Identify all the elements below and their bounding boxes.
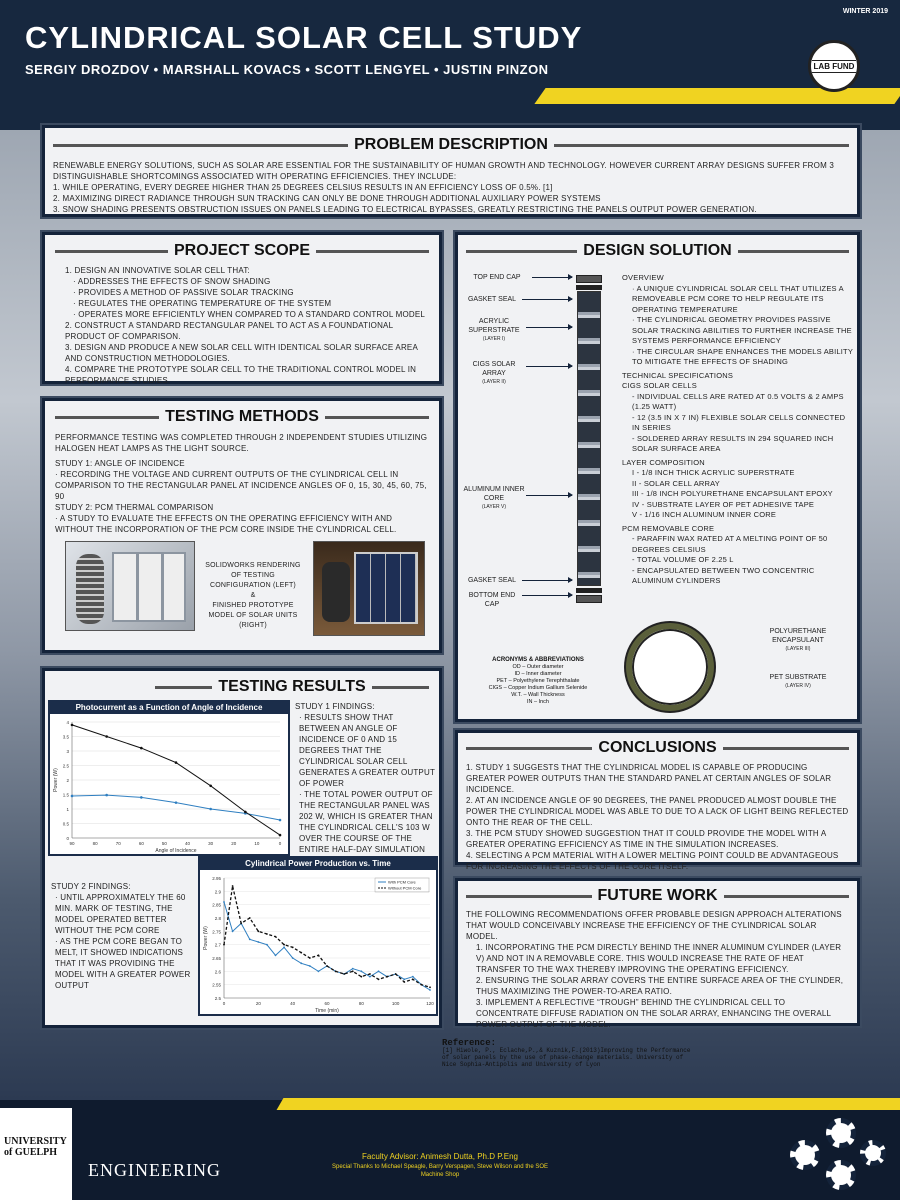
y-tick-label: 2.55 bbox=[212, 982, 221, 988]
methods-intro: PERFORMANCE TESTING WAS COMPLETED THROUGH 2 INDEPENDENT STUDIES UTILIZING HALOGEN HEAT LAMPS AS THE LIGHT SOURCE. bbox=[55, 433, 428, 453]
photo-caption-and: & bbox=[250, 592, 256, 599]
faculty-advisor: Faculty Advisor: Animesh Dutta, Ph.D P.Eng bbox=[362, 1152, 518, 1161]
data-point bbox=[412, 976, 414, 978]
gear-icon bbox=[826, 1118, 856, 1148]
conclusions-panel bbox=[455, 730, 860, 871]
x-tick-label: 10 bbox=[254, 841, 260, 846]
label-pet-group bbox=[748, 673, 848, 691]
y-tick-label: 0 bbox=[66, 836, 69, 841]
x-tick-label: 0 bbox=[222, 1001, 226, 1006]
data-point bbox=[266, 944, 268, 946]
data-point bbox=[140, 796, 143, 799]
arrow-cigs bbox=[526, 366, 572, 367]
x-tick-label: 100 bbox=[391, 1001, 400, 1006]
x-tick-label: 70 bbox=[115, 841, 121, 846]
scope-line: 3. DESIGN AND PRODUCE A NEW SOLAR CELL WITH IDENTICAL SOLAR SURFACE AREA AND CONSTRUCTION METHODOLOGIES. bbox=[65, 343, 418, 363]
y-tick-label: 2.5 bbox=[214, 996, 221, 1001]
results-study2-b: · AS THE PCM CORE BEGAN TO MELT, IT SHOWED INDICATIONS THAT IT WAS PROVIDING THE MODEL WITH A GREATER POWER OUTPUT bbox=[55, 937, 191, 990]
data-point bbox=[71, 724, 74, 727]
data-point bbox=[209, 808, 212, 811]
label-cigs-group bbox=[462, 360, 526, 387]
data-point bbox=[249, 917, 251, 919]
arrow-bottom-end-cap bbox=[522, 595, 572, 596]
angle-chart-svg bbox=[50, 714, 288, 854]
data-point bbox=[369, 976, 371, 978]
data-point bbox=[292, 957, 294, 959]
data-point bbox=[140, 747, 143, 750]
results-study1-heading: STUDY 1 FINDINGS: bbox=[295, 702, 375, 711]
y-axis-label: Power (W) bbox=[203, 926, 209, 950]
y-tick-label: 4 bbox=[66, 720, 69, 725]
pcm-item-2: - TOTAL VOLUME OF 2.25 L bbox=[632, 555, 734, 564]
poster-title: CYLINDRICAL SOLAR CELL STUDY bbox=[25, 20, 583, 55]
data-point bbox=[240, 922, 242, 924]
conclusion-2: 2. AT AN INCIDENCE ANGLE OF 90 DEGREES, THE PANEL PRODUCED ALMOST DOUBLE THE POWER THE CYLINDRICAL MODEL WAS ABLE TO DUE TO A LACK OF LIGHT BEING REFLECTED ONTO THE REAR OF THE CELL. bbox=[466, 796, 849, 827]
overview-heading: OVERVIEW bbox=[622, 273, 664, 282]
future-item-3: 3. IMPLEMENT A REFLECTIVE “TROUGH” BEHIND THE CYLINDRICAL CELL TO CONCENTRATE DIFFUSE RADIATION ON THE SOLAR ARRAY, ENHANCING THE OVERALL POWER OUTPUT OF THE MODEL. bbox=[476, 998, 831, 1029]
scope-line: · OPERATES MORE EFFICIENTLY WHEN COMPARED TO A STANDARD CONTROL MODEL bbox=[73, 310, 426, 319]
y-tick-label: 2.65 bbox=[212, 956, 221, 961]
label-pet: PET SUBSTRATE bbox=[769, 674, 827, 681]
data-point bbox=[223, 901, 225, 903]
arrow-alum bbox=[526, 495, 572, 496]
tech-spec-heading: TECHNICAL SPECIFICATIONS bbox=[622, 370, 734, 380]
scope-line: · REGULATES THE OPERATING TEMPERATURE OF THE SYSTEM bbox=[73, 299, 332, 308]
author-list: SERGIY DROZDOV • MARSHALL KOVACS • SCOTT LENGYEL • JUSTIN PINZON bbox=[25, 62, 549, 77]
reference-heading: Reference: bbox=[442, 1038, 497, 1048]
arrow-acrylic bbox=[526, 327, 572, 328]
y-tick-label: 2.75 bbox=[212, 929, 221, 935]
problem-item-3: 3. SNOW SHADING PRESENTS OBSTRUCTION ISSUES ON PANELS LEADING TO ELECTRICAL BYPASSES, GREATLY RESTRICTING THE PANELS OUTPUT POWER GENERATION. bbox=[53, 205, 757, 214]
scope-line: 1. DESIGN AN INNOVATIVE SOLAR CELL THAT: bbox=[65, 266, 250, 275]
x-tick-label: 50 bbox=[161, 841, 167, 846]
x-tick-label: 60 bbox=[324, 1001, 330, 1006]
label-gasket-bottom: GASKET SEAL bbox=[467, 577, 517, 584]
overview-item-1: · A UNIQUE CYLINDRICAL SOLAR CELL THAT UTILIZES A REMOVEABLE PCM CORE TO HELP REGULATE ITS OPERATING TEMPERATURE bbox=[632, 283, 844, 314]
label-acrylic: ACRYLIC SUPERSTRATE bbox=[468, 318, 520, 334]
solidworks-render-image bbox=[65, 541, 195, 631]
future-item-1: 1. INCORPORATING THE PCM DIRECTLY BEHIND THE INNER ALUMINUM CYLINDER (LAYER V) AND NOT IN A REMOVABLE CORE. THIS WOULD INCREASE THE RATE OF HEAT TRANSFER TO THE WAX THEREBY IMPROVING THE OPERATING EFFICIENCY. bbox=[476, 943, 842, 974]
university-logo bbox=[0, 1108, 72, 1200]
label-alum-group bbox=[462, 485, 526, 512]
scope-line: · PROVIDES A METHOD OF PASSIVE SOLAR TRACKING bbox=[73, 288, 294, 297]
gear-icon bbox=[826, 1160, 856, 1190]
data-point bbox=[412, 978, 414, 980]
acronym-id: ID – Inner diameter bbox=[514, 671, 562, 677]
header-yellow-stripe bbox=[534, 88, 900, 104]
data-point bbox=[283, 946, 285, 948]
acronyms-heading: ACRONYMS & ABBREVIATIONS bbox=[492, 657, 584, 663]
data-point bbox=[429, 989, 431, 991]
data-point bbox=[232, 885, 234, 887]
season-label: WINTER 2019 bbox=[842, 8, 888, 15]
x-tick-label: 80 bbox=[92, 841, 98, 846]
x-tick-label: 40 bbox=[185, 841, 191, 846]
label-top-end-cap: TOP END CAP bbox=[473, 274, 521, 281]
cigs-heading: CIGS SOLAR CELLS bbox=[622, 381, 697, 390]
data-point bbox=[257, 941, 259, 943]
label-alum: ALUMINUM INNER CORE bbox=[463, 486, 525, 502]
label-gasket-top: GASKET SEAL bbox=[467, 296, 517, 303]
data-point bbox=[71, 795, 74, 798]
layer-2: II - SOLAR CELL ARRAY bbox=[632, 478, 720, 488]
data-point bbox=[292, 946, 294, 948]
series-line-0 bbox=[72, 795, 280, 820]
arrow-top-end-cap bbox=[532, 277, 572, 278]
y-tick-label: 3 bbox=[66, 749, 69, 754]
results-study1-b: · THE TOTAL POWER OUTPUT OF THE RECTANGULAR PANEL WAS 202 W, WHICH IS GREATER THAN THE CYLINDRICAL CELL'S 103 W OVER THE COURSE OF THE ENTIRE HALF-DAY SIMULATION bbox=[299, 790, 433, 854]
x-axis-label: Time (min) bbox=[315, 1008, 339, 1014]
legend-entry: Without PCM Core bbox=[388, 885, 422, 891]
label-cigs-layer: (LAYER II) bbox=[482, 379, 506, 385]
arrow-gasket-top bbox=[522, 299, 572, 300]
lab-fund-logo bbox=[808, 40, 860, 92]
data-point bbox=[318, 970, 320, 972]
top-end-cap bbox=[576, 275, 602, 283]
problem-title: PROBLEM DESCRIPTION bbox=[53, 134, 849, 156]
uog-line-1: UNIVERSITY bbox=[4, 1136, 67, 1147]
overview-item-3: · THE CIRCULAR SHAPE ENHANCES THE MODELS ABILITY TO MITIGATE THE EFFECTS OF SHADING bbox=[632, 346, 853, 366]
time-chart bbox=[198, 856, 438, 1016]
future-item-2: 2. ENSURING THE SOLAR ARRAY COVERS THE ENTIRE SURFACE AREA OF THE CYLINDER, THUS MAXIMIZING THE POWER-TO-AREA RATIO. bbox=[476, 976, 844, 996]
footer-band bbox=[0, 1100, 900, 1200]
y-tick-label: 2.7 bbox=[214, 942, 221, 948]
series-line-1 bbox=[224, 886, 430, 987]
data-point bbox=[395, 973, 397, 975]
y-tick-label: 2.95 bbox=[212, 876, 221, 881]
y-tick-label: 2 bbox=[66, 778, 69, 783]
cell-body bbox=[577, 291, 601, 586]
x-axis-label: Angle of Incidence bbox=[155, 848, 197, 854]
y-tick-label: 2.6 bbox=[214, 969, 221, 975]
cigs-item-3: - SOLDERED ARRAY RESULTS IN 294 SQUARED INCH SOLAR SURFACE AREA bbox=[632, 433, 834, 453]
data-point bbox=[175, 801, 178, 804]
acronym-in: IN – Inch bbox=[526, 699, 549, 705]
gear-icon bbox=[790, 1140, 820, 1170]
data-point bbox=[283, 944, 285, 946]
data-point bbox=[403, 981, 405, 983]
label-poly: POLYURETHANE ENCAPSULANT bbox=[769, 628, 827, 644]
x-tick-label: 80 bbox=[358, 1001, 364, 1006]
results-study2-heading: STUDY 2 FINDINGS: bbox=[51, 882, 131, 891]
label-cigs: CIGS SOLAR ARRAY bbox=[472, 361, 516, 377]
acronym-cigs: CIGS – Copper Indium Gallium Selenide bbox=[488, 685, 588, 691]
y-tick-label: 2.9 bbox=[214, 889, 221, 895]
x-tick-label: 20 bbox=[255, 1001, 261, 1006]
arrow-gasket-bottom bbox=[522, 580, 572, 581]
layer-1: I - 1/8 INCH THICK ACRYLIC SUPERSTRATE bbox=[632, 468, 795, 477]
overview-item-2: · THE CYLINDRICAL GEOMETRY PROVIDES PASSIVE SOLAR TRACKING ABILITIES TO FURTHER INCREASE THE SYSTEMS PERFORMANCE EFFICIENCY bbox=[632, 315, 852, 345]
data-point bbox=[223, 944, 225, 946]
data-point bbox=[275, 954, 277, 956]
time-chart-title: Cylindrical Power Production vs. Time bbox=[200, 858, 436, 870]
results-study2-a: · UNTIL APPROXIMATELY THE 60 MIN. MARK OF TESTING, THE MODEL OPERATED BETTER WITHOUT THE PCM CORE bbox=[55, 893, 186, 935]
y-tick-label: 2.85 bbox=[212, 902, 221, 908]
data-point bbox=[275, 936, 277, 938]
gasket-seal-top bbox=[576, 285, 602, 290]
label-acrylic-layer: (LAYER I) bbox=[482, 336, 506, 342]
design-panel bbox=[455, 232, 860, 722]
problem-item-1: 1. WHILE OPERATING, EVERY DEGREE HIGHER THAN 25 DEGREES CELSIUS RESULTS IN AN EFFICIENCY LOSS OF 0.5%. [1] bbox=[53, 183, 553, 192]
conclusion-4: 4. SELECTING A PCM MATERIAL WITH A LOWER MELTING POINT COULD BE ADVANTAGEOUS FOR INCREASING THE EFFECTS OF THE CORE ITSELF. bbox=[466, 851, 839, 871]
study2-text: · A STUDY TO EVALUATE THE EFFECTS ON THE OPERATING EFFICIENCY WITH AND WITHOUT THE INCORPORATION OF THE PCM CORE INSIDE THE CYLINDRICAL CELL. bbox=[55, 514, 397, 534]
layer-4: IV - SUBSTRATE LAYER OF PET ADHESIVE TAPE bbox=[632, 499, 815, 509]
study2-heading: STUDY 2: PCM THERMAL COMPARISON bbox=[55, 503, 214, 512]
data-point bbox=[209, 785, 212, 788]
acronym-wt: W.T. – Wall Thickness bbox=[511, 692, 565, 698]
gear-icon bbox=[860, 1140, 886, 1166]
photo-caption-right: FINISHED PROTOTYPE MODEL OF SOLAR UNITS (RIGHT) bbox=[208, 602, 298, 629]
data-point bbox=[360, 976, 362, 978]
problem-item-2: 2. MAXIMIZING DIRECT RADIANCE THROUGH SUN TRACKING CAN ONLY BE DONE THROUGH ADDITIONAL AUXILIARY POWER SYSTEMS bbox=[53, 194, 601, 203]
problem-intro: RENEWABLE ENERGY SOLUTIONS, SUCH AS SOLAR ARE ESSENTIAL FOR THE SUSTAINABILITY OF HUMAN GROWTH AND TECHNOLOGY. HOWEVER CURRENT ARRAY DESIGNS SUFFER FROM 3 DISTINGUISHABLE SHORTCOMINGS ASSOCIATED WITH OPERATING EFFICIENCIES. THEY INCLUDE: bbox=[53, 161, 835, 181]
legend-entry: With PCM Core bbox=[388, 879, 416, 885]
pcm-heading: PCM REMOVABLE CORE bbox=[622, 523, 715, 533]
y-tick-label: 3.5 bbox=[62, 734, 69, 740]
y-tick-label: 1 bbox=[66, 807, 69, 812]
data-point bbox=[403, 978, 405, 980]
results-study1-a: · RESULTS SHOW THAT BETWEEN AN ANGLE OF INCIDENCE OF 0 AND 15 DEGREES THAT THE CYLINDRICAL SOLAR CELL GENERATES A GREATER OUTPUT OF POWER bbox=[299, 713, 435, 788]
future-intro: THE FOLLOWING RECOMMENDATIONS OFFER PROBABLE DESIGN APPROACH ALTERATIONS THAT WOULD CONCEIVABLY INCREASE THE EFFICIENCY OF THE CYLINDRICAL SOLAR MODEL. bbox=[466, 910, 842, 941]
data-point bbox=[326, 965, 328, 967]
x-tick-label: 40 bbox=[290, 1001, 296, 1006]
x-tick-label: 0 bbox=[278, 841, 282, 846]
conclusion-1: 1. STUDY 1 SUGGESTS THAT THE CYLINDRICAL MODEL IS CAPABLE OF PRODUCING GREATER POWER OUTPUTS THAN THE STANDARD PANEL AT CERTAIN ANGLES OF SOLAR INCIDENCE. bbox=[466, 763, 832, 794]
scope-line: 4. COMPARE THE PROTOTYPE SOLAR CELL TO THE TRADITIONAL CONTROL MODEL IN PERFORMANCE STUDIES. bbox=[65, 365, 417, 385]
methods-panel bbox=[42, 398, 442, 653]
acronym-od: OD – Outer diameter bbox=[512, 664, 564, 670]
reference-text: [1] Hiwole, P., Eclache,P.,& Kuznik,F.(2013)Improving the Performance of solar panels by the use of phase-change materials. University of Nice Sophia-Antipolis and University of Lyon bbox=[442, 1047, 691, 1068]
layer-3: III - 1/8 INCH POLYURETHANE ENCAPSULANT EPOXY bbox=[632, 489, 833, 498]
cylinder-diagram bbox=[576, 275, 602, 605]
data-point bbox=[175, 761, 178, 764]
x-tick-label: 30 bbox=[208, 841, 214, 846]
prototype-photo bbox=[313, 541, 425, 636]
cross-section-ring bbox=[626, 623, 714, 711]
y-tick-label: 1.5 bbox=[62, 792, 69, 798]
lab-fund-label: LAB FUND bbox=[813, 61, 855, 71]
x-tick-label: 60 bbox=[138, 841, 144, 846]
data-point bbox=[249, 938, 251, 940]
data-point bbox=[266, 933, 268, 935]
angle-chart bbox=[48, 700, 290, 856]
conclusions-title: CONCLUSIONS bbox=[466, 737, 849, 759]
scope-line: · ADDRESSES THE EFFECTS OF SNOW SHADING bbox=[73, 277, 271, 286]
label-acrylic-group bbox=[462, 317, 526, 344]
study1-heading: STUDY 1: ANGLE OF INCIDENCE bbox=[55, 459, 185, 468]
pcm-item-1: - PARAFFIN WAX RATED AT A MELTING POINT OF 50 DEGREES CELSIUS bbox=[632, 534, 828, 554]
problem-panel bbox=[42, 125, 860, 217]
data-point bbox=[318, 954, 320, 956]
gasket-seal-bottom bbox=[576, 588, 602, 593]
data-point bbox=[300, 962, 302, 964]
label-alum-layer: (LAYER V) bbox=[481, 504, 507, 510]
y-tick-label: 2.5 bbox=[62, 763, 69, 769]
label-poly-group bbox=[748, 627, 848, 654]
data-point bbox=[105, 794, 108, 797]
data-point bbox=[386, 976, 388, 978]
data-point bbox=[309, 965, 311, 967]
label-bottom-end-cap: BOTTOM END CAP bbox=[468, 592, 516, 608]
y-tick-label: 2.8 bbox=[214, 916, 221, 921]
data-point bbox=[232, 930, 234, 932]
data-point bbox=[378, 978, 380, 980]
data-point bbox=[429, 986, 431, 988]
time-chart-svg bbox=[200, 870, 436, 1014]
data-point bbox=[244, 811, 247, 814]
engineering-wordmark: ENGINEERING bbox=[88, 1160, 221, 1180]
acronym-pet: PET – Polyethylene Terephthalate bbox=[496, 678, 580, 684]
series-line-0 bbox=[224, 902, 430, 990]
scope-panel bbox=[42, 232, 442, 384]
future-title: FUTURE WORK bbox=[466, 885, 849, 907]
data-point bbox=[360, 970, 362, 972]
cigs-item-1: - INDIVIDUAL CELLS ARE RATED AT 0.5 VOLTS & 2 AMPS (1.25 WATT) bbox=[632, 391, 844, 411]
data-point bbox=[257, 930, 259, 932]
design-title: DESIGN SOLUTION bbox=[466, 240, 849, 262]
y-tick-label: 0.5 bbox=[62, 821, 69, 827]
layer-heading: LAYER COMPOSITION bbox=[622, 457, 705, 467]
data-point bbox=[335, 970, 337, 972]
data-point bbox=[421, 984, 423, 986]
data-point bbox=[279, 834, 282, 837]
uog-line-2: of GUELPH bbox=[4, 1147, 58, 1158]
study1-text: · RECORDING THE VOLTAGE AND CURRENT OUTPUTS OF THE CYLINDRICAL CELL IN COMPARISON TO THE RECTANGULAR PANEL AT INCIDENCE ANGLES OF 0, 15, 30, 45, 60, 75, 90 bbox=[55, 470, 427, 501]
data-point bbox=[300, 952, 302, 954]
reference-block bbox=[442, 1040, 692, 1068]
y-axis-label: Power (W) bbox=[53, 768, 59, 792]
data-point bbox=[105, 735, 108, 738]
x-tick-label: 20 bbox=[231, 841, 237, 846]
data-point bbox=[378, 970, 380, 972]
future-panel bbox=[455, 878, 860, 1029]
angle-chart-title: Photocurrent as a Function of Angle of Incidence bbox=[50, 702, 288, 714]
scope-line: 2. CONSTRUCT A STANDARD RECTANGULAR PANEL TO ACT AS A FOUNDATIONAL PRODUCT OF COMPARISON. bbox=[65, 321, 393, 341]
data-point bbox=[279, 819, 282, 822]
data-point bbox=[309, 957, 311, 959]
data-point bbox=[343, 973, 345, 975]
data-point bbox=[369, 973, 371, 975]
cigs-item-2: - 12 (3.5 IN X 7 IN) FLEXIBLE SOLAR CELLS CONNECTED IN SERIES bbox=[632, 412, 846, 432]
label-poly-layer: (LAYER III) bbox=[785, 646, 811, 652]
data-point bbox=[352, 968, 354, 970]
footer-yellow-stripe bbox=[277, 1098, 900, 1110]
methods-title: TESTING METHODS bbox=[55, 406, 429, 428]
special-thanks: Special Thanks to Michael Speagle, Barry Verspagen, Steve Wilson and the SOE Machine Shop bbox=[331, 1164, 548, 1178]
x-tick-label: 90 bbox=[69, 841, 75, 846]
photo-caption-left: SOLIDWORKS RENDERING OF TESTING CONFIGURATION (LEFT) bbox=[205, 562, 301, 589]
pcm-item-3: - ENCAPSULATED BETWEEN TWO CONCENTRIC ALUMINUM CYLINDERS bbox=[632, 565, 815, 585]
scope-title: PROJECT SCOPE bbox=[55, 240, 429, 262]
x-tick-label: 120 bbox=[426, 1001, 434, 1006]
results-title: TESTING RESULTS bbox=[155, 676, 429, 698]
layer-5: V - 1/16 INCH ALUMINUM INNER CORE bbox=[632, 510, 777, 519]
conclusion-3: 3. THE PCM STUDY SHOWED SUGGESTION THAT IT COULD PROVIDE THE MODEL WITH A GREATER OPERATING EFFICIENCY AS TIME IN THE SIMULATION INCREASES. bbox=[466, 829, 826, 849]
label-pet-layer: (LAYER IV) bbox=[785, 683, 811, 689]
data-point bbox=[352, 970, 354, 972]
bottom-end-cap bbox=[576, 595, 602, 603]
